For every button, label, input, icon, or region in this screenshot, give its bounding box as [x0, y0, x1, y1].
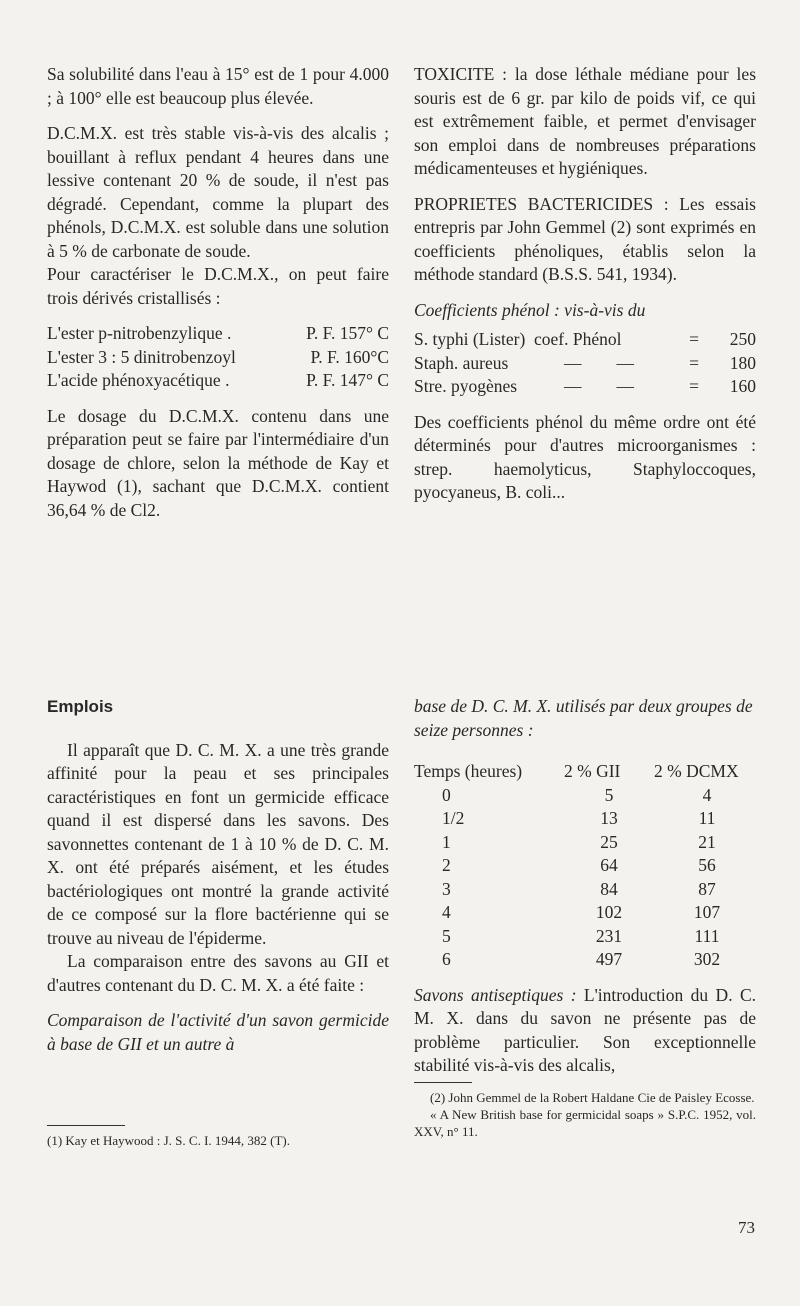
- column-bottom-right: [414, 695, 756, 1078]
- cell-gii: 64: [600, 855, 618, 875]
- derivative-row: L'acide phénoxyacétique . P. F. 147° C: [47, 370, 389, 390]
- table-row: [414, 948, 760, 972]
- antiseptic-soaps-lead: Savons antiseptiques :: [414, 984, 577, 1005]
- cell-time: 1/2: [442, 808, 465, 828]
- cell-time: 5: [442, 925, 451, 946]
- derivative-row: L'ester p-nitrobenzylique . P. F. 157° C: [47, 323, 389, 343]
- footnote-gemmel: (2) John Gemmel de la Robert Haldane Cie de Paisley Ecosse.: [430, 1090, 755, 1105]
- paragraph-solubility: Sa solubilité dans l'eau à 15° est de 1 pour 4.000 ; à 100° elle est beaucoup plus élevée.: [47, 64, 389, 108]
- derivative-row: L'ester 3 : 5 dinitrobenzoyl P. F. 160°C: [47, 346, 389, 367]
- table-intro: base de D. C. M. X. utilisés par deux groupes de seize personnes :: [414, 696, 753, 740]
- paragraph-bactericidal: PROPRIETES BACTERICIDES : Les essais entrepris par John Gemmel (2) sont exprimés en coefficients phénoliques, établis selon la méthode standard (B.S.S. 541, 1934).: [414, 193, 756, 284]
- table-row: [414, 831, 760, 855]
- section-heading-emplois: Emplois: [47, 697, 114, 716]
- paragraph-comparison-title: Comparaison de l'activité d'un savon germicide à base de GII et un autre à: [47, 1010, 389, 1054]
- paragraph-toxicity: TOXICITE : la dose léthale médiane pour les souris est de 6 gr. par kilo de poids vif, ce qui est extrêmement faible, et permet d'envisager son emploi dans de nombreuses préparations médicamenteuses et hygiéniques.: [414, 64, 756, 178]
- column-top-left: [47, 63, 389, 522]
- cell-gii: 102: [595, 902, 623, 922]
- paragraph-comparison: La comparaison entre des savons au GII et d'autres contenant du D. C. M. X. a été faite :: [47, 951, 389, 995]
- cell-gii: 84: [600, 878, 618, 899]
- paragraph-emplois: Il apparaît que D. C. M. X. a une très grande affinité pour la peau et ses principales caractéristiques en font un germicide efficace quand il est dispersé dans les savons. Des savonnettes contenant de 1 à 10 % de D. C. M. X. ont été préparés aisément, et les études bactériologiques ont montré la grande activité de ce composé sur la flore bactérienne qui se trouve au niveau de l'épiderme.: [47, 739, 389, 948]
- derivatives-list: [47, 322, 389, 393]
- cell-time: 2: [442, 855, 451, 875]
- footnote-divider: [47, 1125, 125, 1126]
- col-header-gii: 2 % GII: [564, 761, 621, 781]
- footnote-left-block: [47, 1125, 389, 1149]
- cell-time: 1: [442, 831, 451, 852]
- antiseptic-soaps-text: L'introduction du D. C. M. X. dans du savon ne présente pas de problème particulier. Son exceptionnelle stabilité vis-à-vis des alcalis,: [414, 984, 756, 1075]
- cell-gii: 5: [604, 784, 614, 805]
- cell-dcmx: 11: [698, 808, 716, 828]
- paragraph-stability: D.C.M.X. est très stable vis-à-vis des alcalis ; bouillant à reflux pendant 4 heures dans une lessive contenant 20 % de soude, il n'est pas dégradé. Cependant, comme la plupart des phénols, D.C.M.X. est soluble dans une solution à 5 % de carbonate de soude.: [47, 123, 389, 261]
- footnote-reference: « A New British base for germicidal soaps » S.P.C. 1952, vol. XXV, n° 11.: [414, 1107, 756, 1139]
- cell-time: 0: [442, 784, 451, 805]
- coefficient-row: Staph. aureus — — = 180: [414, 352, 756, 373]
- table-body: [414, 784, 760, 972]
- coefficient-row: Stre. pyogènes — — = 160: [414, 376, 756, 396]
- cell-time: 4: [442, 902, 451, 922]
- column-bottom-left: [47, 695, 389, 1056]
- table-row: [414, 854, 760, 878]
- cell-gii: 13: [600, 808, 618, 828]
- coefficient-row: S. typhi (Lister) coef. Phénol = 250: [414, 329, 756, 349]
- paragraph-dosage: Le dosage du D.C.M.X. contenu dans une préparation peut se faire par l'intermédiaire d'un dosage de chlore, selon la méthode de Kay et Haywod (1), sachant que D.C.M.X. contient 36,64 % de Cl2.: [47, 405, 389, 520]
- cell-dcmx: 56: [698, 855, 716, 875]
- table-row: [414, 925, 760, 949]
- cell-time: 3: [442, 878, 451, 899]
- footnote-kay: (1) Kay et Haywood : J. S. C. I. 1944, 382 (T).: [47, 1133, 290, 1148]
- table-header-row: [414, 760, 760, 784]
- page-number: 73: [738, 1218, 755, 1237]
- coefficients-list: [414, 328, 756, 399]
- footnote-divider: [414, 1082, 472, 1083]
- cell-dcmx: 111: [694, 925, 720, 946]
- footnote-right-block: [414, 1082, 756, 1140]
- cell-dcmx: 21: [698, 831, 716, 852]
- column-top-right: [414, 63, 756, 505]
- cell-gii: 231: [595, 925, 623, 946]
- cell-dcmx: 87: [698, 878, 716, 899]
- cell-gii: 497: [595, 949, 623, 969]
- paragraph-characterize: Pour caractériser le D.C.M.X., on peut faire trois dérivés cristallisés :: [47, 264, 389, 308]
- cell-gii: 25: [600, 831, 618, 852]
- table-row: [414, 878, 760, 902]
- cell-dcmx: 302: [693, 949, 721, 969]
- cell-dcmx: 4: [702, 784, 712, 805]
- cell-dcmx: 107: [693, 902, 721, 922]
- col-header-dcmx: 2 % DCMX: [654, 761, 739, 781]
- table-row: [414, 784, 760, 808]
- table-row: [414, 901, 760, 925]
- table-row: [414, 807, 760, 831]
- cell-time: 6: [442, 949, 451, 969]
- col-header-time: Temps (heures): [414, 761, 523, 781]
- paragraph-microorganisms: Des coefficients phénol du même ordre ont été déterminés pour d'autres microorganismes : strep. haemolyticus, Staphyloccoques, pyocyaneus, B. coli...: [414, 411, 756, 502]
- paragraph-antiseptic-soaps: [414, 984, 756, 1078]
- results-table: [414, 760, 760, 972]
- coefficients-title: Coefficients phénol : vis-à-vis du: [414, 299, 646, 320]
